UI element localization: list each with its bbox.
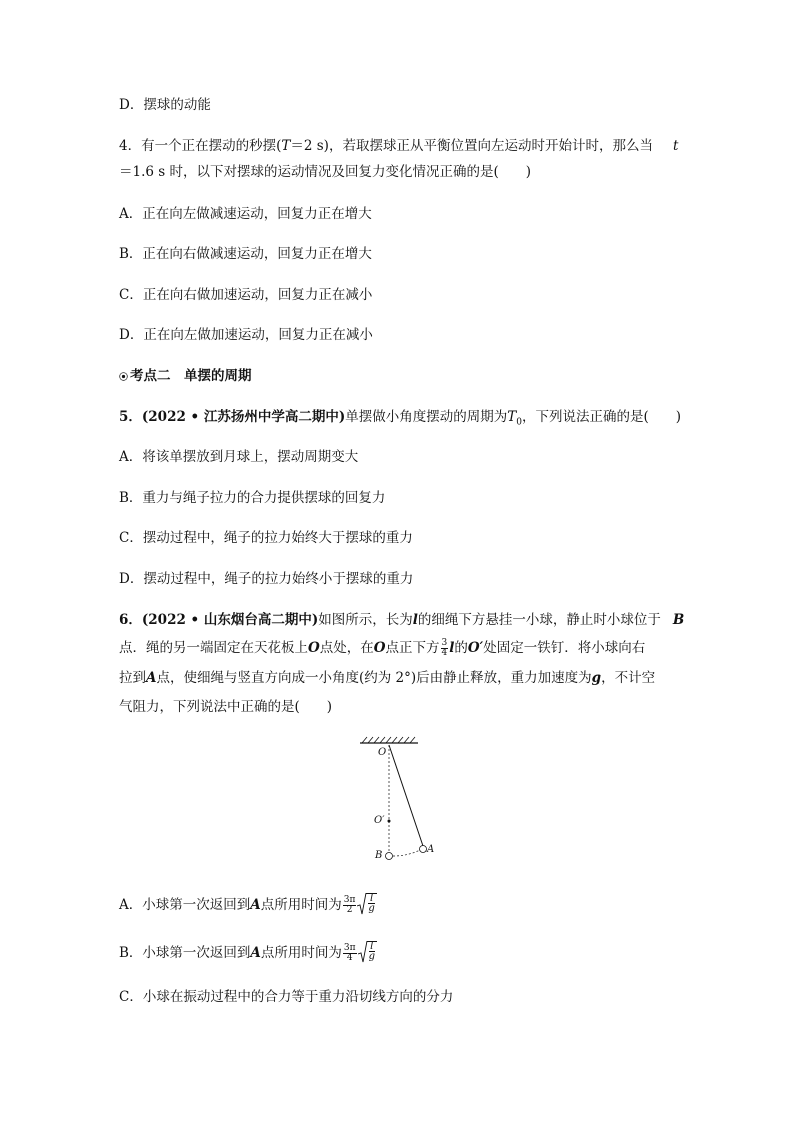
q6-stem-text: ，不计空	[601, 670, 656, 686]
radicand-denominator: g	[368, 903, 375, 914]
label-o: O	[378, 747, 387, 758]
q4-option-a: A．正在向左做减速运动，回复力正在增大	[119, 206, 372, 222]
q4-option-c: C．正在向右做加速运动，回复力正在减小	[119, 287, 373, 303]
q6-option-c: C．小球在振动过程中的合力等于重力沿切线方向的分力	[119, 989, 454, 1005]
fraction-numerator: 3π	[343, 895, 356, 905]
q6-point-o: O	[308, 640, 320, 656]
q5-stem	[119, 408, 681, 432]
option-text: 点所用时间为	[260, 945, 342, 961]
q6-stem-line3	[119, 669, 655, 687]
q6-stem-line2	[119, 639, 645, 658]
fraction-numerator: 3	[441, 638, 448, 648]
q4-period-symbol: T	[281, 138, 291, 154]
q4-stem-text: ＝2 s)，若取摆球正从平衡位置向左运动时开始计时，那么当	[290, 138, 653, 154]
q6-stem-text: 点．绳的另一端固定在天花板上	[119, 640, 308, 656]
option-text: B．小球第一次返回到	[119, 945, 251, 961]
q6-source: 6．(2022 • 山东烟台高二期中)	[119, 612, 319, 628]
q4-time-symbol: t	[672, 138, 679, 154]
label-a: A	[427, 844, 435, 855]
option-text: 点所用时间为	[260, 897, 342, 913]
ceiling-hatch	[362, 737, 415, 743]
option-point-a: A	[250, 897, 261, 913]
q6-point-b: B	[672, 612, 685, 628]
fraction-denominator: 4	[441, 648, 448, 658]
q4-option-b: B．正在向右做减速运动，回复力正在增大	[119, 246, 372, 262]
q6-stem-text: 点正下方	[385, 640, 440, 656]
fraction-denominator: 2	[346, 905, 353, 915]
q4-option-d: D．正在向左做加速运动，回复力正在减小	[119, 327, 373, 343]
q5-stem-text: 单摆做小角度摆动的周期为	[345, 409, 508, 425]
nail-point	[388, 820, 391, 823]
radicand-numerator: l	[370, 941, 374, 952]
ball-at-a	[420, 846, 427, 853]
fraction-denominator: 4	[346, 953, 353, 963]
q6-stem-text: 点，使细绳与竖直方向成一小角度(约为 2°)后由静止释放，重力加速度为	[156, 670, 592, 686]
q6-point-oprime: O′	[467, 640, 484, 656]
radicand-numerator: l	[369, 893, 374, 904]
label-b: B	[375, 850, 383, 861]
q3-option-d: D．摆球的动能	[119, 97, 211, 113]
q6-stem-text: 的细绳下方悬挂一小球，静止时小球位于	[417, 612, 661, 628]
q6-point-a: A	[146, 670, 157, 686]
q6-stem-text: 拉到	[119, 670, 146, 686]
radical-sign-icon	[357, 893, 367, 915]
q5-option-b: B．重力与绳子拉力的合力提供摆球的回复力	[119, 490, 386, 506]
section-heading	[119, 367, 252, 387]
sqrt-expression	[357, 893, 376, 918]
q5-option-d: D．摆动过程中，绳子的拉力始终小于摆球的重力	[119, 571, 414, 587]
q5-source: 5．(2022 • 江苏扬州中学高二期中)	[119, 409, 346, 425]
pendulum-diagram	[360, 735, 430, 865]
label-oprime: O′	[374, 815, 385, 826]
q5-option-a: A．将该单摆放到月球上，摆动周期变大	[119, 449, 359, 465]
q6-length-symbol: l	[412, 612, 418, 628]
q6-stem-text: 的	[454, 640, 468, 656]
option-point-a: A	[250, 945, 261, 961]
coefficient-fraction	[343, 896, 357, 915]
coefficient-fraction	[343, 944, 357, 963]
radicand-denominator: g	[368, 951, 375, 962]
option-text: A．小球第一次返回到	[119, 897, 251, 913]
q6-stem-line1	[119, 611, 684, 629]
q6-option-b	[119, 941, 377, 966]
fraction-numerator: 3π	[343, 943, 356, 953]
q4-stem-line2: ＝1.6 s 时，以下对摆球的运动情况及回复力变化情况正确的是( )	[119, 164, 532, 180]
pendulum-figure	[360, 735, 435, 869]
q4-stem-text: 4．有一个正在摆动的秒摆(	[119, 138, 282, 154]
section-label: 考点二 单摆的周期	[130, 368, 252, 384]
q5-period-symbol: T	[507, 409, 517, 425]
sqrt-expression	[358, 941, 377, 966]
q6-stem-line4: 气阻力，下列说法中正确的是( )	[119, 699, 333, 715]
q5-stem-text: ，下列说法正确的是( )	[522, 409, 682, 425]
q4-stem-line1	[119, 137, 678, 155]
q6-stem-text: 如图所示，长为	[318, 612, 413, 628]
q6-fraction	[441, 639, 449, 658]
q6-stem-text: 处固定一铁钉．将小球向右	[483, 640, 646, 656]
q6-point-o: O	[373, 640, 386, 656]
ball-at-b	[386, 853, 393, 860]
q5-period-subscript: 0	[516, 417, 523, 428]
string-line	[389, 745, 423, 846]
q6-gravity-symbol: g	[591, 670, 602, 686]
target-icon: ⦿	[119, 373, 129, 383]
radical-sign-icon	[358, 941, 368, 963]
q5-option-c: C．摆动过程中，绳子的拉力始终大于摆球的重力	[119, 530, 413, 546]
q6-stem-text: 点处，在	[319, 640, 374, 656]
q6-length-symbol: l	[449, 640, 455, 656]
swing-arc	[393, 850, 420, 856]
q6-option-a	[119, 893, 377, 918]
